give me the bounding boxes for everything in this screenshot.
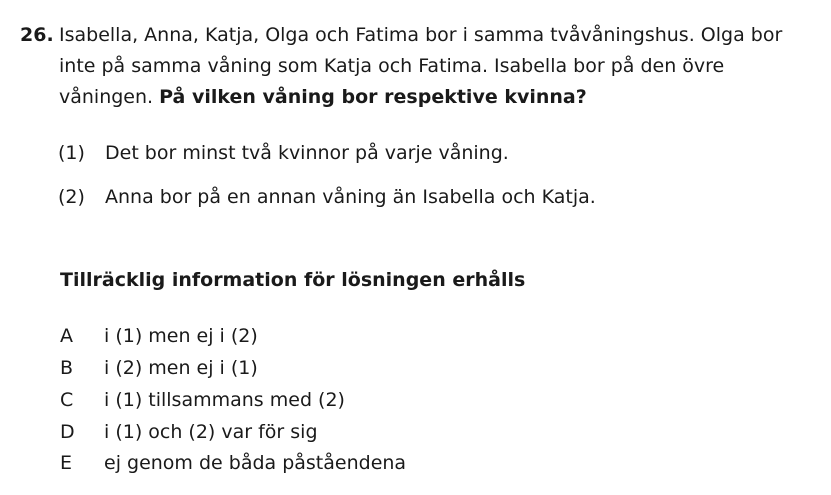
option-text: i (1) men ej i (2) <box>104 325 258 347</box>
statement-1 <box>58 140 509 166</box>
option-text: ej genom de båda påståendena <box>104 452 407 474</box>
option-text: i (1) tillsammans med (2) <box>104 389 345 411</box>
option-d <box>60 419 318 445</box>
statement-number: (2) <box>58 186 85 208</box>
question-bold-text: På vilken våning bor respektive kvinna? <box>159 86 587 108</box>
answer-heading: Tillräcklig information för lösningen erhålls <box>60 269 526 291</box>
option-b <box>60 355 258 381</box>
statement-2 <box>58 184 596 210</box>
option-text: i (1) och (2) var för sig <box>104 421 318 443</box>
option-c <box>60 387 345 413</box>
question-block <box>20 20 810 113</box>
option-a <box>60 323 258 349</box>
question-text-block <box>59 20 810 113</box>
option-letter: B <box>60 357 74 379</box>
statement-number: (1) <box>58 142 85 164</box>
option-letter: C <box>60 389 74 411</box>
option-e <box>60 450 406 476</box>
statement-text: Anna bor på en annan våning än Isabella och Katja. <box>105 186 596 208</box>
option-letter: E <box>60 452 73 474</box>
option-letter: A <box>60 325 73 347</box>
statement-text: Det bor minst två kvinnor på varje våning. <box>105 142 509 164</box>
question-text: Isabella, Anna, Katja, Olga och Fatima bor i samma tvåvåningshus. Olga bor inte på samma våning som Katja och Fatima. Isabella bor på den övre våningen. <box>59 24 783 108</box>
option-letter: D <box>60 421 75 443</box>
option-text: i (2) men ej i (1) <box>104 357 258 379</box>
question-number: 26. <box>20 24 54 46</box>
